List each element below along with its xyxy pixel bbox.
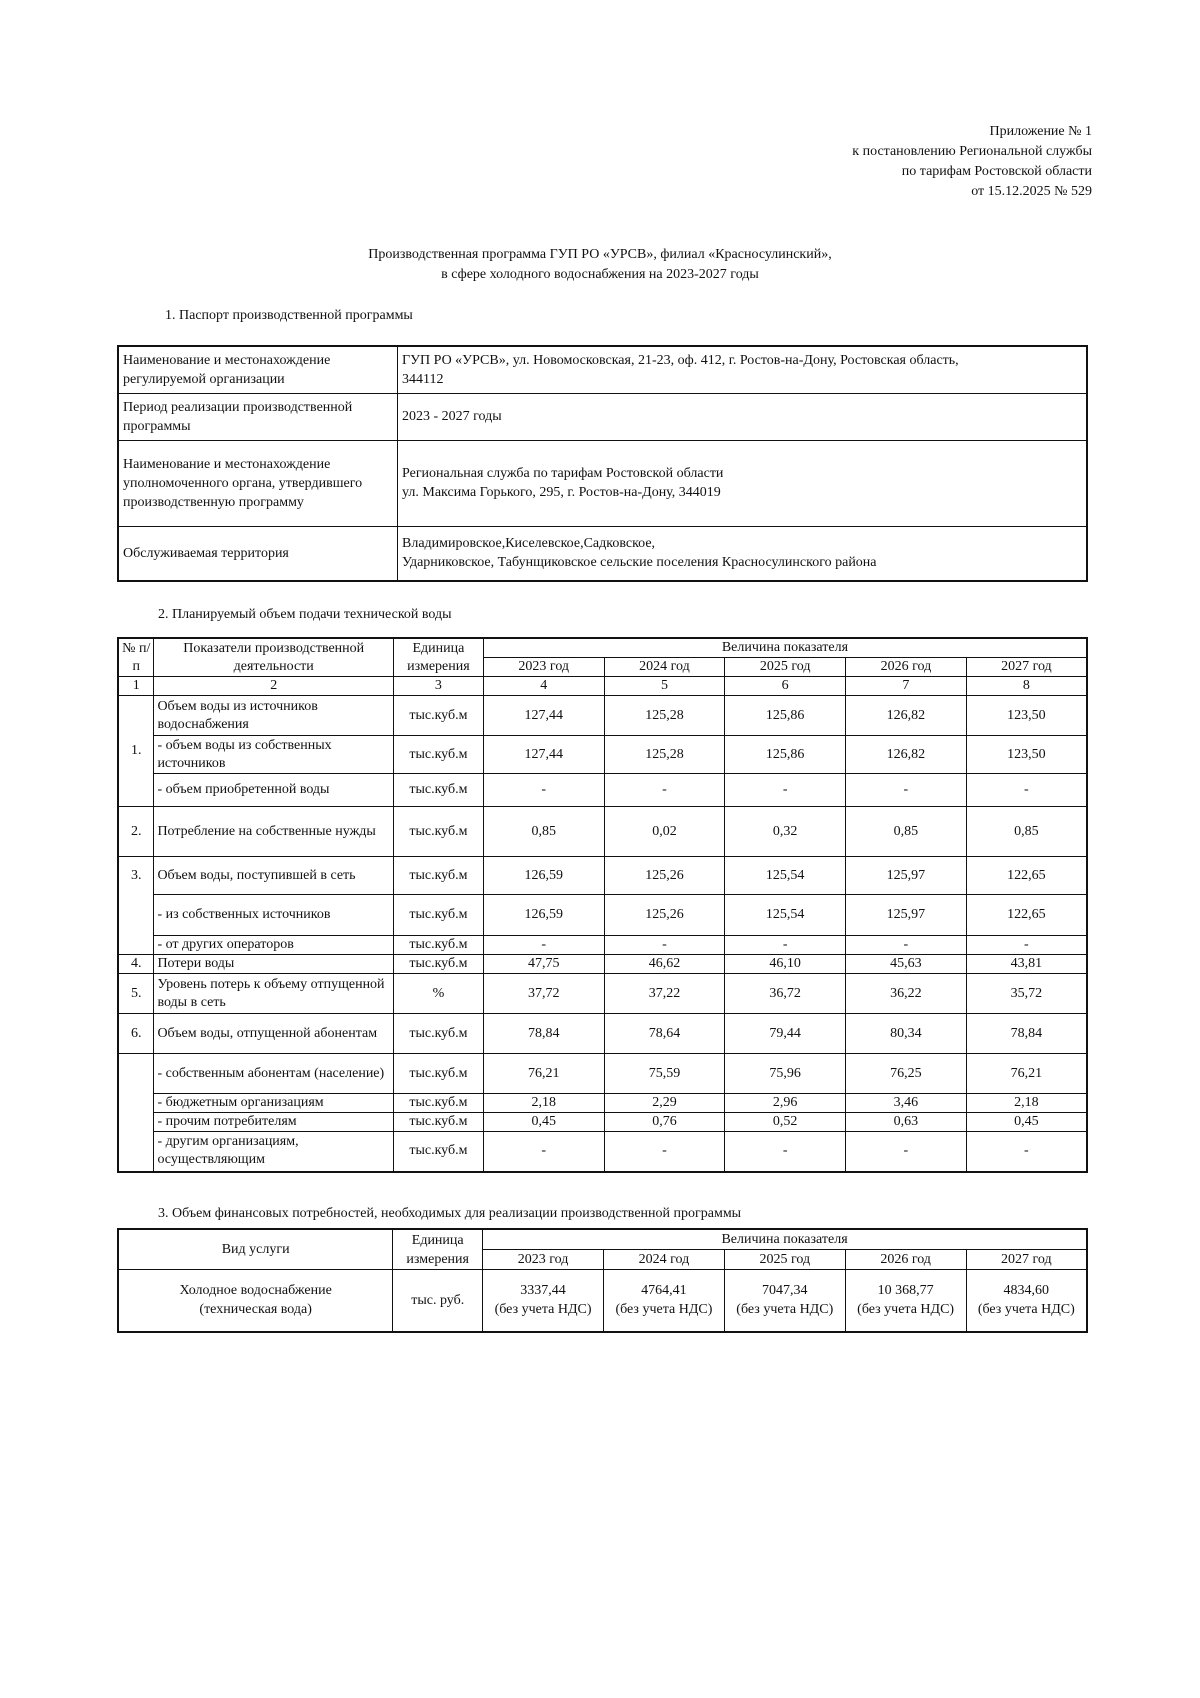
row-name: Потребление на собственные нужды xyxy=(154,807,394,857)
passport-value-line: 2023 - 2027 годы xyxy=(402,409,502,424)
row-unit: тыс.куб.м xyxy=(393,936,483,955)
finance-value xyxy=(483,1270,604,1332)
row-name: Объем воды из источников водоснабжения xyxy=(154,696,394,736)
row-value: 125,86 xyxy=(725,736,846,774)
row-value: 43,81 xyxy=(966,955,1087,974)
row-value: 36,72 xyxy=(725,974,846,1014)
row-value: 37,22 xyxy=(604,974,725,1014)
section1-heading: 1. Паспорт производственной программы xyxy=(165,308,413,323)
row-value: - xyxy=(966,936,1087,955)
row-value: 125,28 xyxy=(604,736,725,774)
row-value: 0,32 xyxy=(725,807,846,857)
row-value: - xyxy=(846,1132,967,1172)
section2-heading: 2. Планируемый объем подачи технической воды xyxy=(158,607,452,622)
passport-value xyxy=(398,346,1088,393)
appendix-line: к постановлению Региональной службы xyxy=(852,144,1092,159)
passport-label: Обслуживаемая территория xyxy=(118,526,398,581)
appendix-line: от 15.12.2025 № 529 xyxy=(971,184,1092,199)
passport-value xyxy=(398,393,1088,440)
row-value: 76,21 xyxy=(483,1054,604,1094)
service-line: (техническая вода) xyxy=(199,1302,312,1318)
row-value: 125,54 xyxy=(725,895,846,936)
row-number: 5. xyxy=(118,974,154,1014)
passport-value xyxy=(398,440,1088,526)
row-value: 123,50 xyxy=(966,736,1087,774)
service-line: Холодное водоснабжение xyxy=(179,1283,332,1299)
row-value: 2,29 xyxy=(604,1094,725,1113)
row-value: 0,76 xyxy=(604,1113,725,1132)
passport-label: Наименование и местонахождение регулируемой организации xyxy=(118,346,398,393)
passport-value-line: ул. Максима Горького, 295, г. Ростов-на-Дону, 344019 xyxy=(402,485,721,500)
row-name: Потери воды xyxy=(154,955,394,974)
vat-note: (без учета НДС) xyxy=(977,1302,1075,1318)
col-indicator-header: Показатели производственной деятельности xyxy=(154,638,394,677)
row-unit: тыс.куб.м xyxy=(393,895,483,936)
row-value: 125,97 xyxy=(846,895,967,936)
row-name: - собственным абонентам (население) xyxy=(154,1054,394,1094)
row-number: 6. xyxy=(118,1014,154,1054)
row-value: 78,64 xyxy=(604,1014,725,1054)
table-row xyxy=(118,857,1087,895)
row-value: 0,85 xyxy=(483,807,604,857)
table-row xyxy=(118,807,1087,857)
row-unit: % xyxy=(393,974,483,1014)
finance-table xyxy=(117,1228,1088,1333)
column-number: 3 xyxy=(393,677,483,696)
table-row xyxy=(118,1054,1087,1094)
row-unit: тыс.куб.м xyxy=(393,1132,483,1172)
row-value: 75,59 xyxy=(604,1054,725,1094)
row-value: - xyxy=(846,774,967,807)
row-value: - xyxy=(604,774,725,807)
row-value: 37,72 xyxy=(483,974,604,1014)
row-name: - объем приобретенной воды xyxy=(154,774,394,807)
row-value: 45,63 xyxy=(846,955,967,974)
row-unit: тыс.куб.м xyxy=(393,857,483,895)
row-value: 46,10 xyxy=(725,955,846,974)
row-value: - xyxy=(604,1132,725,1172)
col-unit-header: Единица измерения xyxy=(393,1229,483,1270)
column-number: 6 xyxy=(725,677,846,696)
row-value: 126,82 xyxy=(846,736,967,774)
passport-label: Период реализации производственной программы xyxy=(118,393,398,440)
table-row xyxy=(118,1270,1087,1332)
passport-label: Наименование и местонахождение уполномоченного органа, утвердившего производственную программу xyxy=(118,440,398,526)
finance-value xyxy=(603,1270,724,1332)
passport-row xyxy=(118,393,1087,440)
year-header: 2027 год xyxy=(966,658,1087,677)
row-name: Объем воды, поступившей в сеть xyxy=(154,857,394,895)
year-header: 2026 год xyxy=(845,1250,966,1270)
column-number: 1 xyxy=(118,677,154,696)
row-value: 36,22 xyxy=(846,974,967,1014)
vat-note: (без учета НДС) xyxy=(494,1302,592,1318)
row-value: 122,65 xyxy=(966,895,1087,936)
document-title xyxy=(0,245,1200,285)
row-name: Объем воды, отпущенной абонентам xyxy=(154,1014,394,1054)
year-header: 2024 год xyxy=(604,658,725,677)
vat-note: (без учета НДС) xyxy=(857,1302,955,1318)
year-header: 2027 год xyxy=(966,1250,1087,1270)
row-value: 2,18 xyxy=(966,1094,1087,1113)
row-value: 2,96 xyxy=(725,1094,846,1113)
row-name: - объем воды из собственных источников xyxy=(154,736,394,774)
col-value-header: Величина показателя xyxy=(483,638,1087,658)
table-row xyxy=(118,1113,1087,1132)
col-value-header: Величина показателя xyxy=(483,1229,1087,1250)
row-value: 127,44 xyxy=(483,736,604,774)
row-unit: тыс.куб.м xyxy=(393,1094,483,1113)
row-number: 2. xyxy=(118,807,154,857)
row-value: 78,84 xyxy=(966,1014,1087,1054)
column-number: 8 xyxy=(966,677,1087,696)
finance-amount: 4764,41 xyxy=(641,1283,687,1299)
section3-heading: 3. Объем финансовых потребностей, необходимых для реализации производственной программы xyxy=(158,1206,742,1221)
finance-value xyxy=(845,1270,966,1332)
row-value: - xyxy=(604,936,725,955)
row-value: 0,85 xyxy=(846,807,967,857)
year-header: 2025 год xyxy=(724,1250,845,1270)
row-value: 3,46 xyxy=(846,1094,967,1113)
appendix-line: по тарифам Ростовской области xyxy=(901,164,1092,179)
finance-amount: 3337,44 xyxy=(520,1283,566,1299)
row-value: 47,75 xyxy=(483,955,604,974)
passport-row xyxy=(118,346,1087,393)
row-value: 125,26 xyxy=(604,895,725,936)
row-unit: тыс.куб.м xyxy=(393,807,483,857)
row-value: 0,63 xyxy=(846,1113,967,1132)
col-unit-header: Единица измерения xyxy=(393,638,483,677)
appendix-line: Приложение № 1 xyxy=(989,124,1092,139)
table-header-row xyxy=(118,1229,1087,1250)
row-unit: тыс.куб.м xyxy=(393,1014,483,1054)
row-unit: тыс.куб.м xyxy=(393,696,483,736)
row-value: - xyxy=(725,1132,846,1172)
table-row xyxy=(118,955,1087,974)
row-value: 125,97 xyxy=(846,857,967,895)
row-value: - xyxy=(483,1132,604,1172)
row-name: - бюджетным организациям xyxy=(154,1094,394,1113)
table-row xyxy=(118,936,1087,955)
row-value: 125,86 xyxy=(725,696,846,736)
row-name: - от других операторов xyxy=(154,936,394,955)
row-name: - прочим потребителям xyxy=(154,1113,394,1132)
row-number: 1. xyxy=(118,696,154,807)
finance-amount: 4834,60 xyxy=(1003,1283,1050,1299)
row-value: 125,54 xyxy=(725,857,846,895)
row-value: - xyxy=(483,936,604,955)
table-row xyxy=(118,1014,1087,1054)
appendix-header xyxy=(852,122,1092,202)
row-value: 122,65 xyxy=(966,857,1087,895)
column-number: 5 xyxy=(604,677,725,696)
row-number: 3. xyxy=(118,857,154,955)
column-number: 2 xyxy=(154,677,394,696)
finance-amount: 7047,34 xyxy=(762,1283,808,1299)
column-number: 4 xyxy=(483,677,604,696)
table-row xyxy=(118,895,1087,936)
row-unit: тыс.куб.м xyxy=(393,736,483,774)
year-header: 2025 год xyxy=(725,658,846,677)
vat-note: (без учета НДС) xyxy=(736,1302,834,1318)
row-value: - xyxy=(725,936,846,955)
row-unit: тыс.куб.м xyxy=(393,1054,483,1094)
row-value: 75,96 xyxy=(725,1054,846,1094)
col-num-header: № п/п xyxy=(118,638,154,677)
table-header-row xyxy=(118,638,1087,658)
row-unit: тыс.куб.м xyxy=(393,774,483,807)
row-value: 78,84 xyxy=(483,1014,604,1054)
year-header: 2023 год xyxy=(483,658,604,677)
row-value: 46,62 xyxy=(604,955,725,974)
finance-amount: 10 368,77 xyxy=(877,1283,934,1299)
col-service-header: Вид услуги xyxy=(118,1229,393,1270)
row-number: 4. xyxy=(118,955,154,974)
year-header: 2023 год xyxy=(483,1250,604,1270)
water-volume-table xyxy=(117,637,1088,1173)
table-row xyxy=(118,1132,1087,1172)
year-header: 2024 год xyxy=(603,1250,724,1270)
row-value: 2,18 xyxy=(483,1094,604,1113)
row-value: 0,02 xyxy=(604,807,725,857)
table-row xyxy=(118,774,1087,807)
passport-value-line: 344112 xyxy=(402,371,444,387)
row-value: 76,21 xyxy=(966,1054,1087,1094)
row-value: - xyxy=(966,774,1087,807)
row-unit: тыс. руб. xyxy=(393,1270,483,1332)
passport-value-line: ГУП РО «УРСВ», ул. Новомосковская, 21-23, оф. 412, г. Ростов-на-Дону, Ростовская область, xyxy=(402,352,959,368)
passport-value-line: Ударниковское, Табунщиковское сельские поселения Красносулинского района xyxy=(402,555,877,571)
table-row xyxy=(118,1094,1087,1113)
row-name: - из собственных источников xyxy=(154,895,394,936)
row-unit: тыс.куб.м xyxy=(393,1113,483,1132)
row-value: 0,85 xyxy=(966,807,1087,857)
row-value: 79,44 xyxy=(725,1014,846,1054)
column-number: 7 xyxy=(846,677,967,696)
row-value: 126,82 xyxy=(846,696,967,736)
title-line: в сфере холодного водоснабжения на 2023-2027 годы xyxy=(441,267,759,282)
row-value: 80,34 xyxy=(846,1014,967,1054)
row-unit: тыс.куб.м xyxy=(393,955,483,974)
row-value: 125,28 xyxy=(604,696,725,736)
row-value: - xyxy=(846,936,967,955)
row-value: 125,26 xyxy=(604,857,725,895)
finance-value xyxy=(966,1270,1087,1332)
row-number xyxy=(118,1054,154,1172)
row-value: - xyxy=(966,1132,1087,1172)
passport-value xyxy=(398,526,1088,581)
row-value: 0,52 xyxy=(725,1113,846,1132)
row-value: 126,59 xyxy=(483,895,604,936)
row-value: 0,45 xyxy=(483,1113,604,1132)
passport-table xyxy=(117,345,1088,582)
passport-value-line: Владимировское,Киселевское,Садковское, xyxy=(402,536,656,552)
row-value: 35,72 xyxy=(966,974,1087,1014)
row-value: 76,25 xyxy=(846,1054,967,1094)
table-row xyxy=(118,696,1087,736)
row-value: 126,59 xyxy=(483,857,604,895)
passport-row xyxy=(118,526,1087,581)
service-name xyxy=(118,1270,393,1332)
table-row xyxy=(118,974,1087,1014)
title-line: Производственная программа ГУП РО «УРСВ», филиал «Красносулинский», xyxy=(368,247,832,262)
passport-value-line: Региональная служба по тарифам Ростовской области xyxy=(402,466,724,481)
row-value: 123,50 xyxy=(966,696,1087,736)
vat-note: (без учета НДС) xyxy=(615,1302,713,1318)
row-value: 127,44 xyxy=(483,696,604,736)
row-value: - xyxy=(483,774,604,807)
row-name: - другим организациям, осуществляющим xyxy=(154,1132,394,1172)
finance-value xyxy=(724,1270,845,1332)
row-name: Уровень потерь к объему отпущенной воды в сеть xyxy=(154,974,394,1014)
table-row xyxy=(118,736,1087,774)
row-value: - xyxy=(725,774,846,807)
passport-row xyxy=(118,440,1087,526)
column-number-row xyxy=(118,677,1087,696)
year-header: 2026 год xyxy=(846,658,967,677)
row-value: 0,45 xyxy=(966,1113,1087,1132)
